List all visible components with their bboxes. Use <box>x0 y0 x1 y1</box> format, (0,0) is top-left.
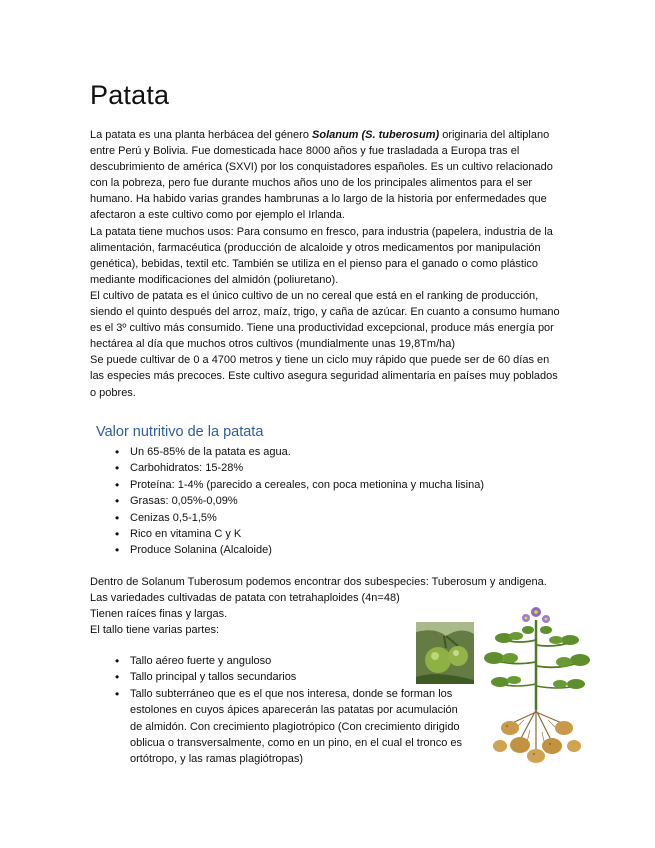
page-title: Patata <box>90 80 170 110</box>
nutrition-list <box>92 444 562 559</box>
stem-paragraph: El tallo tiene varias partes: <box>90 624 220 637</box>
list-item: • Produce Solanina (Alcaloide) <box>92 542 562 558</box>
intro-p1-before: La patata es una planta herbácea del género <box>90 129 313 141</box>
roots-paragraph: Tienen raíces finas y largas. <box>90 608 228 621</box>
potato-fruit-image <box>416 622 474 684</box>
intro-section <box>90 127 562 401</box>
subspecies-paragraph: Dentro de Solanum Tuberosum podemos encontrar dos subespecies: Tuberosum y andigena. <box>90 576 547 588</box>
stem-parts-list <box>92 653 472 768</box>
nutrition-heading: Valor nutritivo de la patata <box>96 424 264 440</box>
list-item: • Carbohidratos: 15-28% <box>92 460 562 476</box>
list-item: • Un 65-85% de la patata es agua. <box>92 444 562 460</box>
list-item: • Cenizas 0,5-1,5% <box>92 510 562 526</box>
list-item: • Tallo subterráneo que es el que nos interesa, donde se forman los estolones en cuyos ápices aparecerán las patatas por acumulación de almidón. Con crecimiento plagiotrópico (Con crecimiento dirigido oblicua o transversalmente, como en un pino, en el cual el tronco es ortótropo, y las ramas plagiótropas) <box>92 686 472 768</box>
intro-paragraph-1 <box>90 127 562 224</box>
intro-paragraph-3: El cultivo de patata es el único cultivo de un no cereal que está en el ranking de producción, siendo el quinto después del arroz, maíz, trigo, y caña de azúcar. En cuanto a consumo humano es el 3º cultivo más consumido. Tiene una productividad excepcional, produce más energía por hectárea al día que muchos otros cultivos (mundialmente unas 19,8Tm/ha) <box>90 289 560 351</box>
genus-name: Solanum (S. tuberosum) <box>312 129 440 141</box>
list-item: • Rico en vitamina C y K <box>92 526 562 542</box>
list-item: • Tallo aéreo fuerte y anguloso <box>92 653 472 669</box>
intro-paragraph-2: La patata tiene muchos usos: Para consumo en fresco, para industria (papelera, industria de la alimentación, farmacéutica (producción de alcaloide y otros medicamentos por manipulación genética), bebidas, textil etc. También se utiliza en el pienso para el ganado o como plástico mediante modificaciones del almidón (poliuretano). <box>90 225 553 286</box>
intro-paragraph-4: Se puede cultivar de 0 a 4700 metros y tiene un ciclo muy rápido que puede ser de 60 días en las especies más precoces. Este cultivo asegura seguridad alimentaria en países muy poblados o pobres. <box>90 354 558 399</box>
intro-p1-after: originaria del altiplano entre Perú y Bolivia. Fue domesticada hace 8000 años y fue trasladada a Europa tras el descubrimiento de américa (SXVI) por los conquistadores españoles. Es un cultivo relacionado con la pobreza, pero fue durante muchos años uno de los principales alimentos para el ser humano. Ha habido varias grandes hambrunas a lo largo de la historia por enfermedades que afectaron a este cultivo como por ejemplo el Irlanda. <box>90 129 553 222</box>
list-item: • Tallo principal y tallos secundarios <box>92 669 472 685</box>
list-item: • Grasas: 0,05%-0,09% <box>92 493 562 509</box>
varieties-paragraph: Las variedades cultivadas de patata con tetrahaploides (4n=48) <box>90 592 400 605</box>
list-item: • Proteína: 1-4% (parecido a cereales, con poca metionina y mucha lisina) <box>92 477 562 493</box>
potato-plant-illustration <box>480 600 592 768</box>
